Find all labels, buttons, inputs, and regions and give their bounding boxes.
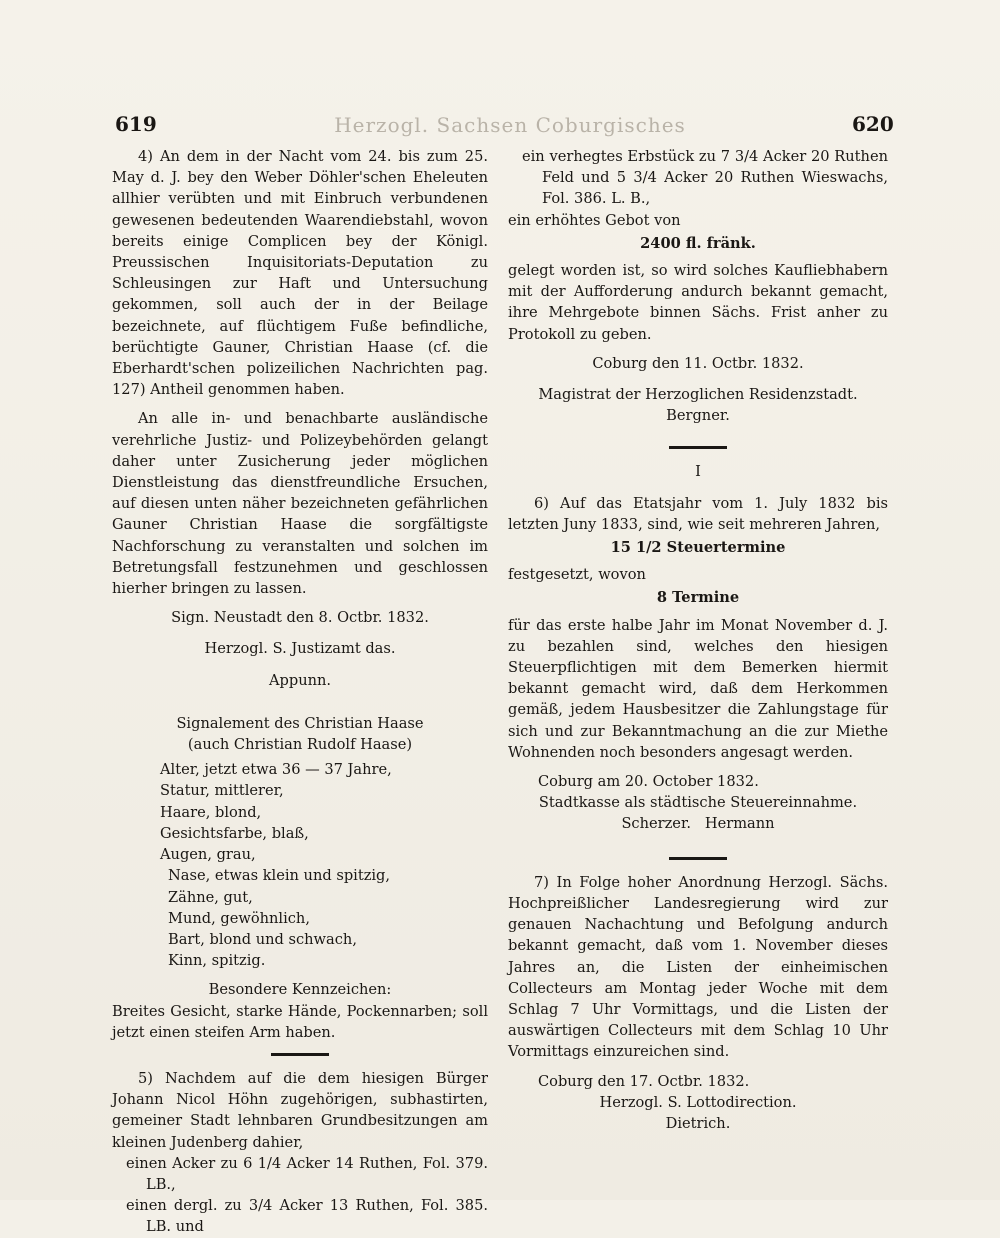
signalement-alias: (auch Christian Rudolf Haase) <box>187 736 413 754</box>
trait-item: Statur, mittlerer, <box>160 782 284 800</box>
auction-date: Coburg den 11. Octbr. 1832. <box>592 354 804 372</box>
running-head: Herzogl. Sachsen Coburgisches <box>334 113 686 137</box>
request-paragraph: An alle in- und benachbarte ausländische verehrliche Justiz- und Polizeybehörden gelangt daher unter Zusicherung jeder möglichen Dienstleistung das dienstfreundliche Ersuchen, auf diesen unten näher bezeichneten gefährlichen Gauner Christian Haase die sorgfältigste Nachforschung zu veranstalten und solchen im Betretungsfall festzunehmen und geschlossen hierher bringen zu lassen. <box>112 410 488 598</box>
page-number-right: 620 <box>852 112 894 136</box>
notice-item-6: 6) Auf das Etatsjahr vom 1. July 1832 bis letzten Juny 1833, sind, wie seit mehreren Jahren, <box>508 494 888 533</box>
bid-price: 2400 fl. fränk. <box>640 234 756 252</box>
notice-item-7: 7) In Folge hoher Anordnung Herzogl. Sächs. Hochpreißlicher Landesregierung wird zur genauen Nachachtung und Befolgung andurch bekannt gemacht, daß vom 1. November dieses Jahres an, die Listen der einheimischen Collecteurs am Montag jeder Woche mit dem Schlag 7 Uhr Vormittags, und die Listen der auswärtigen Collecteurs mit dem Schlag 10 Uhr Vormittags einzureichen sind. <box>508 873 888 1061</box>
issuing-office: Herzogl. S. Justizamt das. <box>204 640 396 658</box>
section-rule <box>669 857 727 860</box>
trait-item: Alter, jetzt etwa 36 — 37 Jahre, <box>160 761 392 779</box>
lot-entry: ein verhegtes Erbstück zu 7 3/4 Acker 20 Ruthen Feld und 5 3/4 Acker 20 Ruthen Wieswachs, Fol. 386. L. B., <box>522 148 888 208</box>
lot-entry: einen Acker zu 6 1/4 Acker 14 Ruthen, Fol. 379. LB., <box>126 1154 488 1193</box>
trait-item: Mund, gewöhnlich, <box>168 909 310 927</box>
lot-entry: einen dergl. zu 3/4 Acker 13 Ruthen, Fol. 385. LB. und <box>126 1197 488 1236</box>
trait-item: Kinn, spitzig. <box>168 952 266 970</box>
tax-office: Stadtkasse als städtische Steuereinnahme. <box>538 794 858 812</box>
tax-terms-first-half: 8 Termine <box>656 589 740 607</box>
trait-item: Augen, grau, <box>160 846 256 864</box>
notice-item-4: 4) An dem in der Nacht vom 24. bis zum 25. May d. J. bey den Weber Döhler'schen Eheleuten allhier verübten und mit Einbruch verbundenen gewesenen bedeutenden Waarendiebstahl, wovon bereits einige Complicen bey der Königl. Preussischen Inquisitoriats-Deputation zu Schleusingen zur Haft und Untersuchung gekommen, soll auch der in der Beilage bezeichnete, auf flüchtigem Fuße befindliche, berüchtigte Gauner, Christian Haase (cf. die Eberhardt'schen polizeilichen Nachrichten pag. 127) Antheil genommen haben. <box>112 148 488 399</box>
tax-signers: Scherzer. Hermann <box>621 815 775 833</box>
marks-title: Besondere Kennzeichen: <box>208 981 392 999</box>
trait-item: Zähne, gut, <box>168 888 253 906</box>
notice-item-5: 5) Nachdem auf die dem hiesigen Bürger Johann Nicol Höhn zugehörigen, subhastirten, gemeiner Stadt lehnbaren Grundbesitzungen am kleinen Judenberg dahier, <box>112 1069 488 1151</box>
left-column <box>112 146 488 1238</box>
lotto-signer: Dietrich. <box>665 1114 731 1132</box>
lotto-date: Coburg den 17. Octbr. 1832. <box>538 1072 750 1090</box>
auction-signer: Bergner. <box>666 407 730 425</box>
signalement-title: Signalement des Christian Haase <box>176 714 424 732</box>
signer-name: Appunn. <box>268 671 332 689</box>
trait-item: Bart, blond und schwach, <box>168 930 357 948</box>
bid-intro: ein erhöhtes Gebot von <box>508 211 681 229</box>
right-column <box>508 146 888 1134</box>
page-number-left: 619 <box>115 112 157 136</box>
section-mark: I <box>695 463 701 481</box>
trait-item: Nase, etwas klein und spitzig, <box>168 867 391 885</box>
auction-notice: gelegt worden ist, so wird solches Kaufliebhabern mit der Aufforderung andurch bekannt gemacht, ihre Mehrgebote binnen Sächs. Frist anher zu Protokoll zu geben. <box>508 262 888 343</box>
trait-item: Gesichtsfarbe, blaß, <box>160 824 309 842</box>
tax-terms-fixed: festgesetzt, wovon <box>508 566 646 584</box>
tax-date: Coburg am 20. October 1832. <box>538 773 759 791</box>
section-rule <box>669 446 727 449</box>
tax-terms-count: 15 1/2 Steuertermine <box>610 539 786 557</box>
section-rule <box>271 1053 329 1056</box>
auction-office: Magistrat der Herzoglichen Residenzstadt. <box>538 386 858 404</box>
traits-list <box>112 759 488 971</box>
lotto-office: Herzogl. S. Lottodirection. <box>599 1093 797 1111</box>
tax-notice: für das erste halbe Jahr im Monat November d. J. zu bezahlen sind, welches den hiesigen Steuerpflichtigen mit dem Bemerken hiermit bekannt gemacht wird, daß dem Herkommen gemäß, jedem Hausbesitzer die Zahlungstage für sich und zur Bekanntmachung an die zur Miethe Wohnenden noch besonders angesagt werden. <box>508 616 888 761</box>
signed-place-date: Sign. Neustadt den 8. Octbr. 1832. <box>171 609 429 627</box>
trait-item: Haare, blond, <box>160 803 262 821</box>
marks-text: Breites Gesicht, starke Hände, Pockennarben; soll jetzt einen steifen Arm haben. <box>112 1002 488 1041</box>
